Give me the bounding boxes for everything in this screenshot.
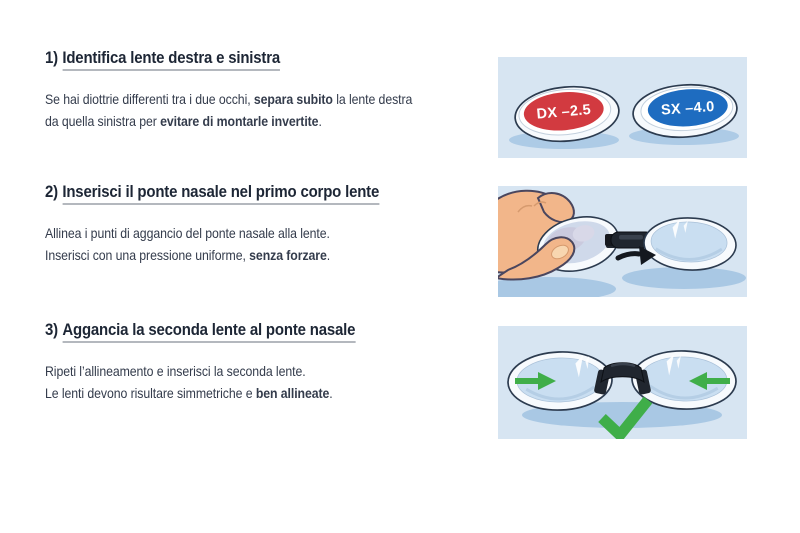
step-3-section — [45, 318, 398, 404]
step-3-title: Aggancia la seconda lente al ponte nasale — [62, 320, 355, 343]
panel-2-hand-insert-illustration — [498, 186, 747, 297]
panel-1-lenses-illustration — [498, 57, 747, 158]
body-line: da quella sinistra per evitare di montarle invertite. — [45, 113, 322, 129]
assembled-goggles-illustration — [498, 326, 747, 439]
body-line: Allinea i punti di aggancio del ponte nasale alla lente. — [45, 225, 330, 241]
body-line: Inserisci con una pressione uniforme, senza forzare. — [45, 247, 331, 263]
step-2-section — [45, 180, 425, 266]
body-line: Ripeti l’allineamento e inserisci la seconda lente. — [45, 363, 306, 379]
step-2-number: 2) — [45, 182, 58, 201]
sx-lens-label: SX –4.0 — [660, 98, 716, 119]
body-line: Se hai diottrie differenti tra i due occhi, separa subito la lente destra — [45, 91, 413, 107]
hand-inserting-bridge-illustration — [498, 186, 747, 297]
step-1-title: Identifica lente destra e sinistra — [62, 48, 280, 71]
step-2-title: Inserisci il ponte nasale nel primo corpo lente — [62, 182, 379, 205]
step-2-body — [45, 222, 425, 266]
step-3-heading — [45, 318, 355, 342]
step-1-number: 1) — [45, 48, 58, 67]
step-2-heading — [45, 180, 379, 204]
bridge-highlight — [619, 235, 643, 240]
lenses-dx-sx-illustration — [498, 57, 747, 158]
step-1-heading — [45, 46, 412, 70]
step-3-number: 3) — [45, 320, 58, 339]
panel-3-assembled-illustration — [498, 326, 747, 439]
dx-lens-label: DX –2.5 — [535, 101, 592, 123]
body-line: Le lenti devono risultare simmetriche e ben allineate. — [45, 385, 333, 401]
step-3-body — [45, 360, 398, 404]
step-1-body — [45, 88, 462, 132]
step-1-section — [45, 46, 462, 132]
